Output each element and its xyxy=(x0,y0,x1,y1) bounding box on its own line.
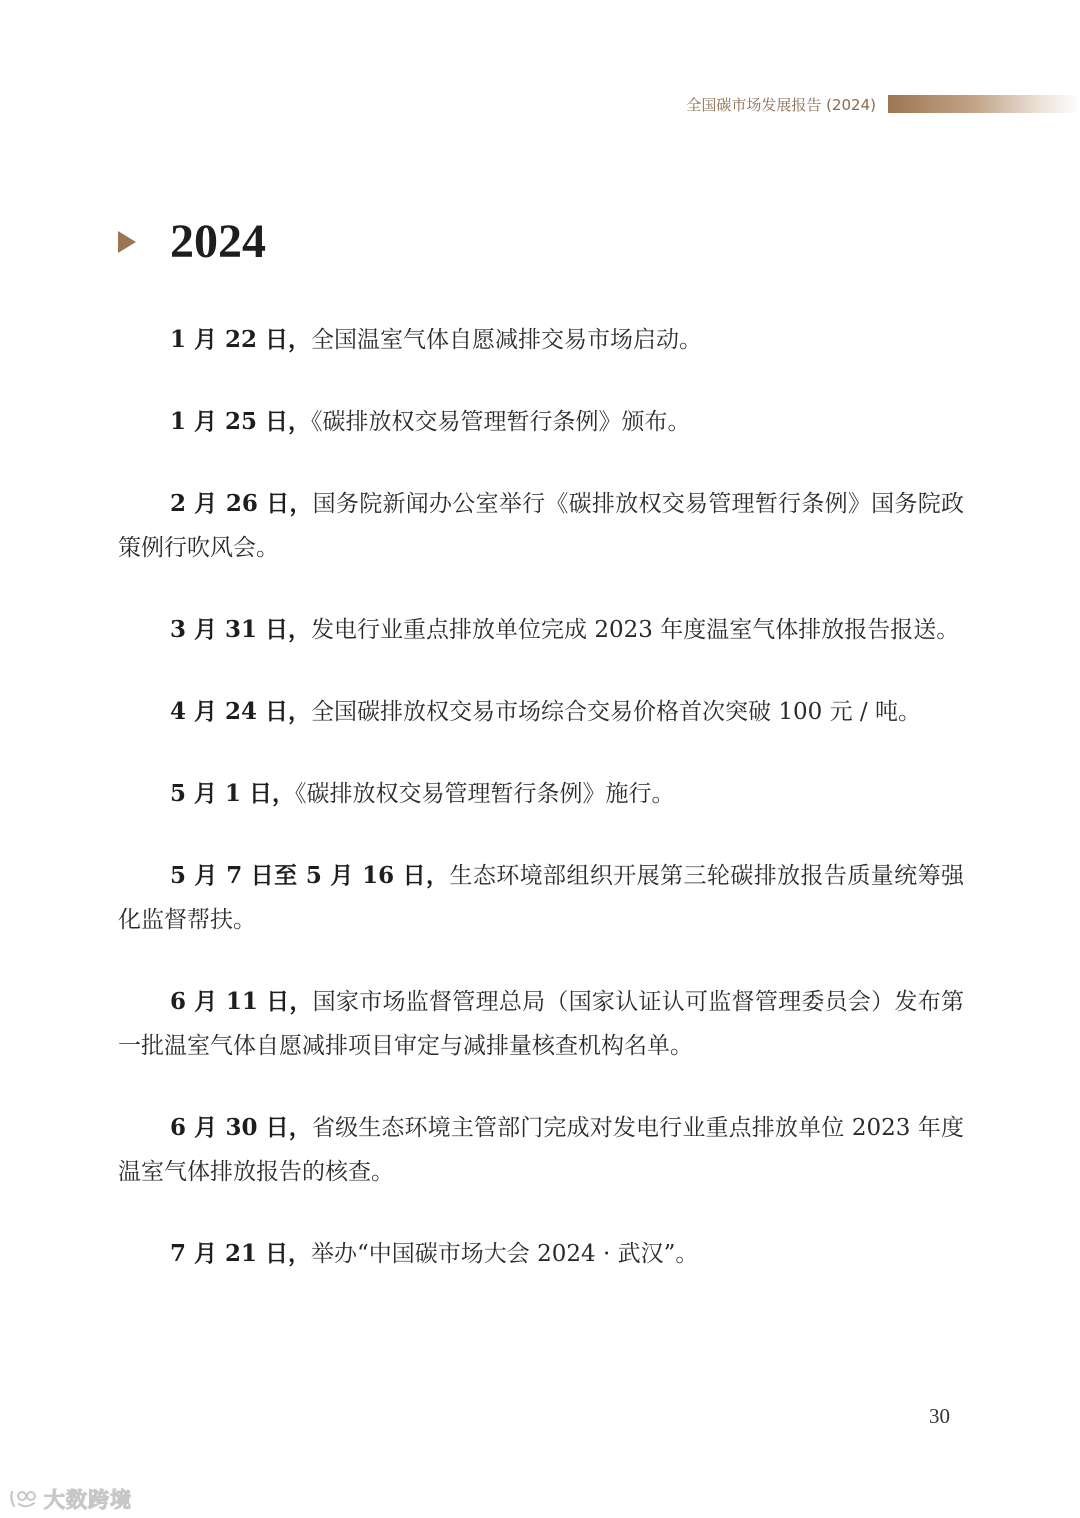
event-item xyxy=(118,318,964,362)
event-description: 《碳排放权交易管理暂行条例》施行。 xyxy=(295,781,675,807)
event-item xyxy=(118,1232,964,1276)
event-date: 3 月 31 日， xyxy=(170,616,312,643)
event-item xyxy=(118,608,964,652)
event-description: 举办“中国碳市场大会 2024 · 武汉”。 xyxy=(311,1241,699,1267)
event-date: 7 月 21 日， xyxy=(170,1240,312,1267)
event-date: 6 月 11 日， xyxy=(170,988,313,1015)
running-header xyxy=(686,93,1080,115)
event-item xyxy=(118,772,964,816)
triangle-marker-icon xyxy=(118,231,136,253)
event-item xyxy=(118,854,964,942)
event-date: 6 月 30 日， xyxy=(170,1114,312,1141)
event-item xyxy=(118,400,964,444)
event-description: 生态环境部组织开展第三轮碳排放报告质量统筹强化监督帮扶。 xyxy=(118,863,965,933)
event-description: 省级生态环境主管部门完成对发电行业重点排放单位 2023 年度温室气体排放报告的核查。 xyxy=(118,1115,964,1185)
event-date: 1 月 22 日， xyxy=(170,326,312,353)
event-timeline xyxy=(118,318,964,1314)
event-date: 2 月 26 日， xyxy=(170,490,313,517)
event-description: 国家市场监督管理总局（国家认证认可监督管理委员会）发布第一批温室气体自愿减排项目审定与减排量核查机构名单。 xyxy=(118,989,964,1059)
event-date: 5 月 1 日， xyxy=(170,780,296,807)
event-description: 全国温室气体自愿减排交易市场启动。 xyxy=(311,327,703,353)
event-item xyxy=(118,690,964,734)
watermark-text: 大数跨境 xyxy=(44,1488,132,1512)
section-heading-year: 2024 xyxy=(170,215,266,268)
event-item xyxy=(118,482,964,570)
report-title: 全国碳市场发展报告 (2024) xyxy=(686,95,876,114)
event-description: 发电行业重点排放单位完成 2023 年度温室气体排放报告报送。 xyxy=(311,617,960,643)
watermark-logo-icon xyxy=(8,1488,38,1510)
event-description: 《碳排放权交易管理暂行条例》颁布。 xyxy=(311,409,691,435)
event-item xyxy=(118,1106,964,1194)
header-accent-bar xyxy=(888,95,1080,113)
event-item xyxy=(118,980,964,1068)
event-date: 4 月 24 日， xyxy=(170,698,312,725)
page-number: 30 xyxy=(929,1404,950,1428)
event-description: 全国碳排放权交易市场综合交易价格首次突破 100 元 / 吨。 xyxy=(311,699,921,725)
event-date: 5 月 7 日至 5 月 16 日， xyxy=(170,862,450,889)
event-date: 1 月 25 日， xyxy=(170,408,312,435)
event-description: 国务院新闻办公室举行《碳排放权交易管理暂行条例》国务院政策例行吹风会。 xyxy=(118,491,964,561)
watermark xyxy=(8,1484,132,1514)
